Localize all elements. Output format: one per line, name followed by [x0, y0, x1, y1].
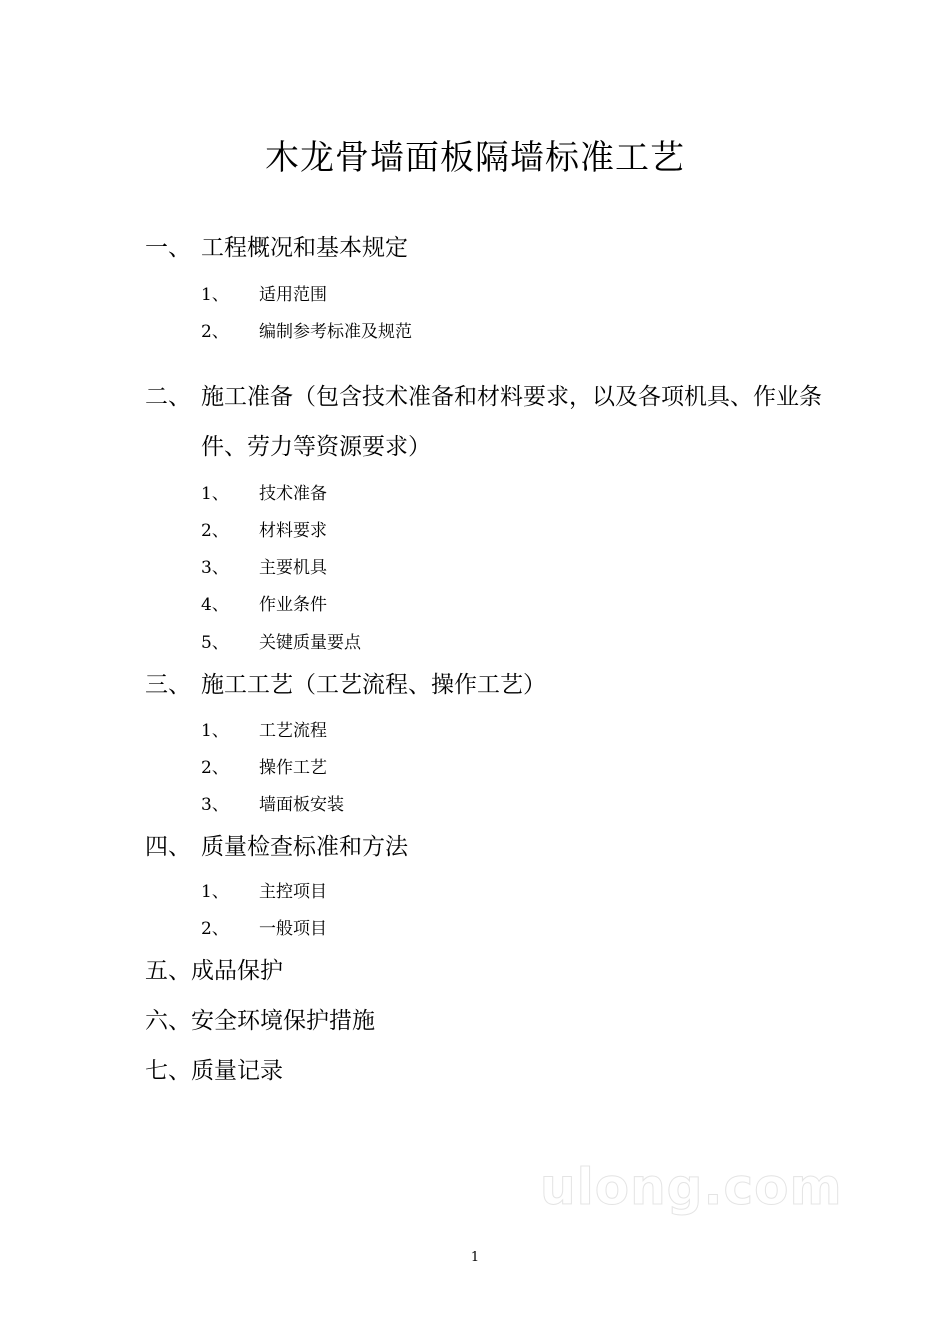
list-item — [201, 631, 361, 655]
section-number: 七、 — [145, 1058, 191, 1084]
section-heading — [145, 1006, 375, 1036]
item-number: 3、 — [201, 558, 229, 578]
item-text: 主控项目 — [259, 882, 327, 902]
section-title: 成品保护 — [191, 958, 283, 984]
item-number: 2、 — [201, 758, 229, 778]
section-heading — [145, 1056, 283, 1086]
item-text: 适用范围 — [259, 285, 327, 305]
item-number: 4、 — [201, 595, 229, 615]
item-text: 墙面板安装 — [259, 795, 344, 815]
item-text: 主要机具 — [259, 558, 327, 578]
section-number: 四、 — [145, 834, 191, 860]
item-number: 5、 — [201, 633, 229, 653]
section-title: 工程概况和基本规定 — [201, 235, 408, 261]
list-item — [201, 593, 327, 617]
section-heading — [145, 233, 408, 263]
item-text: 一般项目 — [259, 919, 327, 939]
list-item — [201, 556, 327, 580]
list-item — [201, 793, 344, 817]
item-number: 2、 — [201, 322, 229, 342]
section-number: 一、 — [145, 235, 191, 261]
section-heading — [145, 956, 283, 986]
section-title: 质量记录 — [191, 1058, 283, 1084]
section-heading — [145, 670, 546, 700]
section-title: 施工工艺（工艺流程、操作工艺） — [201, 672, 546, 698]
section-number: 三、 — [145, 672, 191, 698]
item-number: 2、 — [201, 521, 229, 541]
item-text: 编制参考标准及规范 — [259, 322, 412, 342]
item-number: 1、 — [201, 484, 229, 504]
item-text: 操作工艺 — [259, 758, 327, 778]
list-item — [201, 880, 327, 904]
section-heading — [145, 372, 825, 472]
page-number: 1 — [470, 1250, 480, 1265]
document-title: 木龙骨墙面板隔墙标准工艺 — [265, 138, 685, 178]
list-item — [201, 719, 327, 743]
item-number: 1、 — [201, 882, 229, 902]
watermark-logo: ulong.com — [540, 1158, 843, 1216]
list-item — [201, 756, 327, 780]
section-title: 质量检查标准和方法 — [201, 834, 408, 860]
item-text: 工艺流程 — [259, 721, 327, 741]
item-number: 1、 — [201, 285, 229, 305]
section-heading — [145, 832, 408, 862]
item-number: 3、 — [201, 795, 229, 815]
item-text: 材料要求 — [259, 521, 327, 541]
list-item — [201, 917, 327, 941]
section-number: 二、 — [145, 384, 191, 410]
section-title: 安全环境保护措施 — [191, 1008, 375, 1034]
section-title: 施工准备（包含技术准备和材料要求，以及各项机具、作业条件、劳力等资源要求） — [201, 384, 822, 460]
section-number: 五、 — [145, 958, 191, 984]
item-text: 技术准备 — [259, 484, 327, 504]
item-number: 2、 — [201, 919, 229, 939]
item-text: 关键质量要点 — [259, 633, 361, 653]
list-item — [201, 482, 327, 506]
item-text: 作业条件 — [259, 595, 327, 615]
list-item — [201, 320, 412, 344]
section-number: 六、 — [145, 1008, 191, 1034]
list-item — [201, 283, 327, 307]
item-number: 1、 — [201, 721, 229, 741]
list-item — [201, 519, 327, 543]
